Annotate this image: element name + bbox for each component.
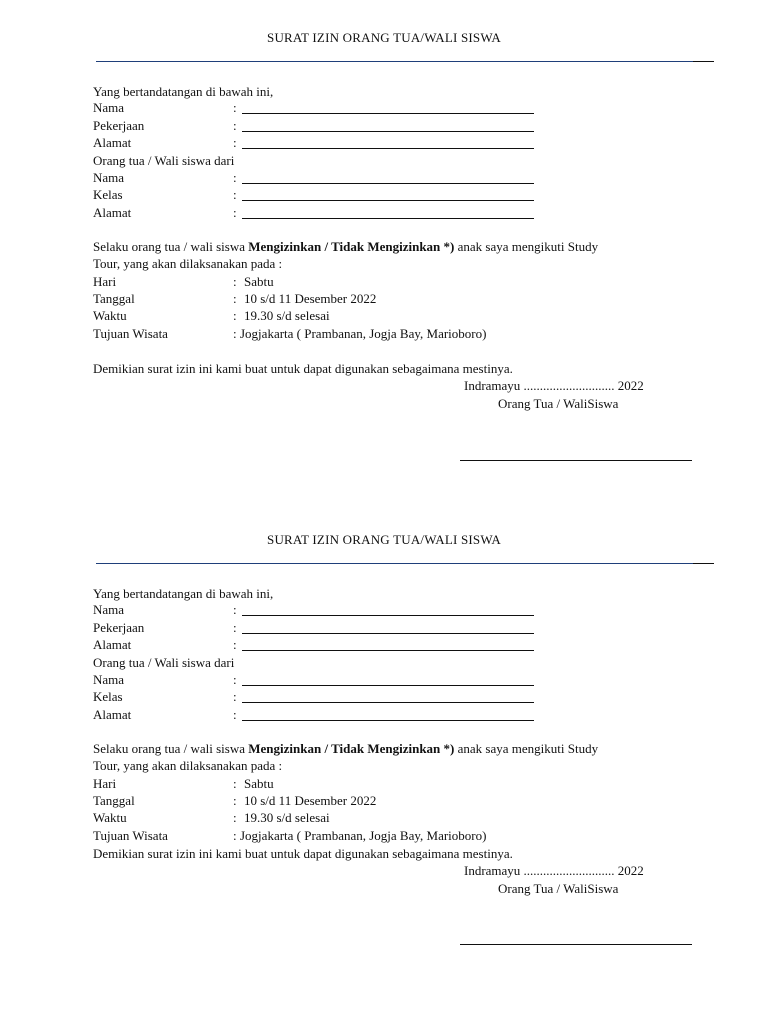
destination-label: Tujuan Wisata xyxy=(93,828,168,843)
date-value: 10 s/d 11 Desember 2022 xyxy=(244,291,377,306)
day-value: Sabtu xyxy=(244,274,274,289)
consent-prefix: Selaku orang tua / wali siswa xyxy=(93,741,249,756)
time-value: 19.30 s/d selesai xyxy=(244,810,330,825)
title-divider-end xyxy=(693,61,714,62)
student-name-field[interactable] xyxy=(242,685,534,686)
parent-address-colon: : xyxy=(233,135,237,150)
day-colon: : xyxy=(233,274,237,289)
student-address-colon: : xyxy=(233,707,237,722)
student-class-colon: : xyxy=(233,689,237,704)
student-class-colon: : xyxy=(233,187,237,202)
consent-prefix: Selaku orang tua / wali siswa xyxy=(93,239,249,254)
parent-address-field[interactable] xyxy=(242,650,534,651)
parent-job-field[interactable] xyxy=(242,633,534,634)
closing-text: Demikian surat izin ini kami buat untuk dapat digunakan sebagaimana mestinya. xyxy=(93,361,513,376)
consent-line-2: Tour, yang akan dilaksanakan pada : xyxy=(93,256,283,271)
time-value: 19.30 s/d selesai xyxy=(244,308,330,323)
student-heading: Orang tua / Wali siswa dari xyxy=(93,153,235,168)
time-label: Waktu xyxy=(93,810,127,825)
date-value: 10 s/d 11 Desember 2022 xyxy=(244,793,377,808)
student-class-field[interactable] xyxy=(242,702,534,703)
title-divider xyxy=(96,563,693,564)
consent-line-2: Tour, yang akan dilaksanakan pada : xyxy=(93,758,283,773)
date-colon: : xyxy=(233,793,237,808)
signature-line[interactable] xyxy=(460,460,692,461)
student-class-field[interactable] xyxy=(242,200,534,201)
parent-name-label: Nama xyxy=(93,602,125,617)
destination-value: Jogjakarta ( Prambanan, Jogja Bay, Marioboro) xyxy=(240,326,487,341)
signer-title: Orang Tua / WaliSiswa xyxy=(498,881,619,896)
letter-title: SURAT IZIN ORANG TUA/WALI SISWA xyxy=(267,532,501,547)
student-name-label: Nama xyxy=(93,672,125,687)
parent-address-label: Alamat xyxy=(93,135,132,150)
student-address-label: Alamat xyxy=(93,205,132,220)
student-class-label: Kelas xyxy=(93,689,123,704)
student-address-colon: : xyxy=(233,205,237,220)
parent-name-label: Nama xyxy=(93,100,125,115)
destination-label: Tujuan Wisata xyxy=(93,326,168,341)
date-label: Tanggal xyxy=(93,291,135,306)
title-divider xyxy=(96,61,693,62)
parent-job-label: Pekerjaan xyxy=(93,118,145,133)
signer-title: Orang Tua / WaliSiswa xyxy=(498,396,619,411)
parent-name-colon: : xyxy=(233,602,237,617)
letter-title: SURAT IZIN ORANG TUA/WALI SISWA xyxy=(267,30,501,45)
day-label: Hari xyxy=(93,274,117,289)
student-class-label: Kelas xyxy=(93,187,123,202)
student-address-field[interactable] xyxy=(242,218,534,219)
time-colon: : xyxy=(233,308,237,323)
place-date: Indramayu ............................ 2022 xyxy=(464,378,644,393)
parent-job-field[interactable] xyxy=(242,131,534,132)
parent-job-colon: : xyxy=(233,118,237,133)
destination-colon: : xyxy=(233,828,237,843)
consent-suffix: anak saya mengikuti Study xyxy=(454,239,599,254)
student-name-field[interactable] xyxy=(242,183,534,184)
parent-address-colon: : xyxy=(233,637,237,652)
student-address-field[interactable] xyxy=(242,720,534,721)
closing-text: Demikian surat izin ini kami buat untuk dapat digunakan sebagaimana mestinya. xyxy=(93,846,513,861)
consent-suffix: anak saya mengikuti Study xyxy=(454,741,599,756)
parent-name-field[interactable] xyxy=(242,113,534,114)
day-label: Hari xyxy=(93,776,117,791)
consent-statement xyxy=(93,740,598,757)
time-label: Waktu xyxy=(93,308,127,323)
parent-name-field[interactable] xyxy=(242,615,534,616)
student-name-colon: : xyxy=(233,672,237,687)
intro-text: Yang bertandatangan di bawah ini, xyxy=(93,586,274,601)
parent-name-colon: : xyxy=(233,100,237,115)
date-colon: : xyxy=(233,291,237,306)
parent-address-field[interactable] xyxy=(242,148,534,149)
time-colon: : xyxy=(233,810,237,825)
day-colon: : xyxy=(233,776,237,791)
parent-address-label: Alamat xyxy=(93,637,132,652)
signature-line[interactable] xyxy=(460,944,692,945)
student-name-label: Nama xyxy=(93,170,125,185)
title-divider-end xyxy=(693,563,714,564)
student-heading: Orang tua / Wali siswa dari xyxy=(93,655,235,670)
consent-statement xyxy=(93,238,598,255)
consent-choice[interactable]: Mengizinkan / Tidak Mengizinkan *) xyxy=(248,741,455,756)
parent-job-colon: : xyxy=(233,620,237,635)
student-address-label: Alamat xyxy=(93,707,132,722)
student-name-colon: : xyxy=(233,170,237,185)
day-value: Sabtu xyxy=(244,776,274,791)
intro-text: Yang bertandatangan di bawah ini, xyxy=(93,84,274,99)
place-date: Indramayu ............................ 2022 xyxy=(464,863,644,878)
destination-colon: : xyxy=(233,326,237,341)
parent-job-label: Pekerjaan xyxy=(93,620,145,635)
destination-value: Jogjakarta ( Prambanan, Jogja Bay, Marioboro) xyxy=(240,828,487,843)
consent-choice[interactable]: Mengizinkan / Tidak Mengizinkan *) xyxy=(248,239,455,254)
date-label: Tanggal xyxy=(93,793,135,808)
